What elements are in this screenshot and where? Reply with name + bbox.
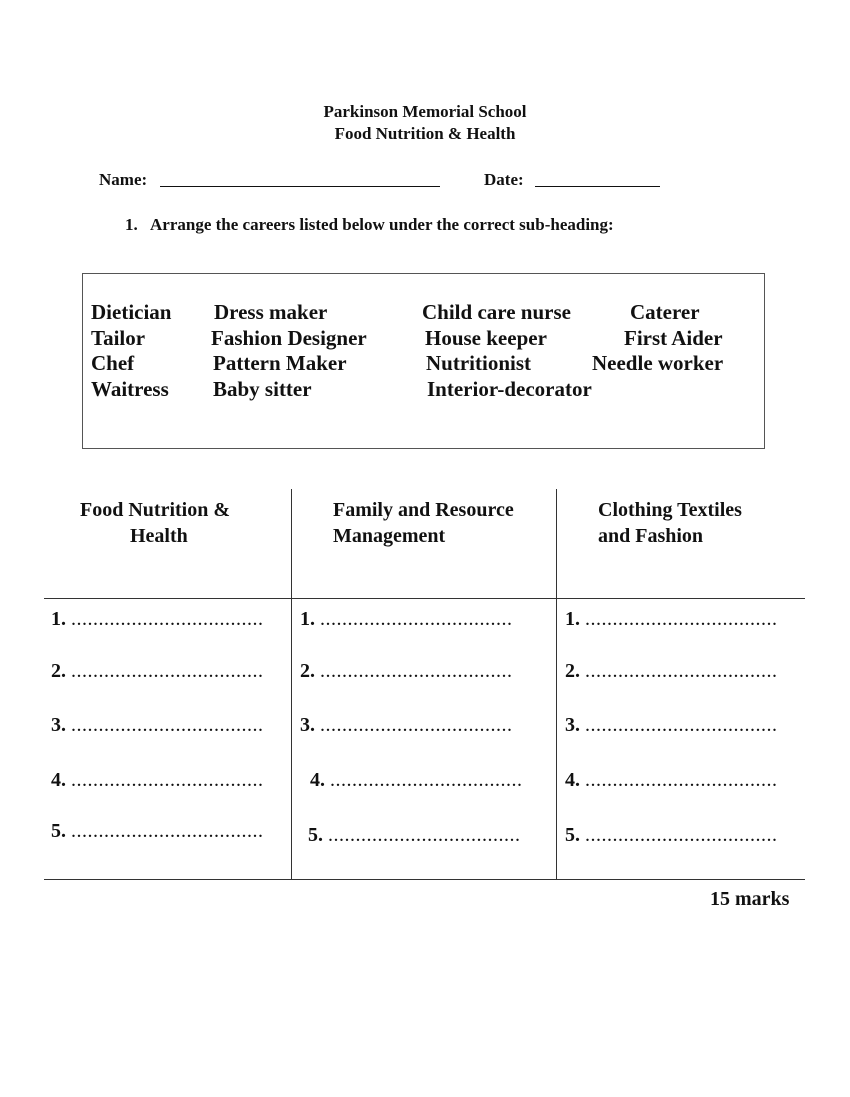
column-divider — [556, 489, 557, 879]
name-label: Name: — [99, 170, 148, 189]
column-heading-clothing: Clothing Textiles and Fashion — [598, 499, 742, 547]
answer-line[interactable]: 1. ................................... — [51, 608, 264, 630]
career-word: Dress maker — [214, 300, 328, 324]
answer-line[interactable]: 5. ................................... — [565, 824, 778, 846]
career-word: House keeper — [425, 326, 547, 350]
answer-line[interactable]: 4. ................................... — [565, 769, 778, 791]
answer-line[interactable]: 2. ................................... — [565, 660, 778, 682]
column-heading-family: Family and Resource Management — [333, 499, 514, 547]
career-word: Interior-decorator — [427, 377, 592, 401]
career-word: Waitress — [91, 377, 169, 401]
answer-line[interactable]: 2. ................................... — [51, 660, 264, 682]
career-word: Baby sitter — [213, 377, 312, 401]
question-number: 1. — [125, 215, 138, 234]
date-label: Date: — [484, 170, 524, 189]
career-word: Dietician — [91, 300, 172, 324]
answer-line[interactable]: 5. ................................... — [51, 820, 264, 842]
table-bottom-rule — [44, 879, 805, 880]
career-word: Pattern Maker — [213, 351, 347, 375]
answer-line[interactable]: 3. ................................... — [565, 714, 778, 736]
total-marks: 15 marks — [710, 888, 790, 910]
career-word: Chef — [91, 351, 135, 375]
column-divider — [291, 489, 292, 879]
career-word: Fashion Designer — [211, 326, 367, 350]
career-word: First Aider — [624, 326, 723, 350]
header-rule — [44, 598, 805, 599]
career-word: Needle worker — [592, 351, 724, 375]
date-field[interactable] — [535, 186, 660, 187]
answer-line[interactable]: 5. ................................... — [308, 824, 521, 846]
answer-line[interactable]: 4. ................................... — [51, 769, 264, 791]
answer-line[interactable]: 3. ................................... — [51, 714, 264, 736]
answer-line[interactable]: 1. ................................... — [300, 608, 513, 630]
name-field[interactable] — [160, 186, 440, 187]
answer-line[interactable]: 3. ................................... — [300, 714, 513, 736]
career-word: Child care nurse — [422, 300, 571, 324]
subject-title: Food Nutrition & Health — [334, 124, 516, 143]
school-name: Parkinson Memorial School — [323, 102, 527, 121]
answer-line[interactable]: 4. ................................... — [310, 769, 523, 791]
answer-line[interactable]: 2. ................................... — [300, 660, 513, 682]
question-text: Arrange the careers listed below under the correct sub-heading: — [150, 215, 614, 234]
column-heading-food: Food Nutrition & Health — [80, 499, 230, 547]
answer-line[interactable]: 1. ................................... — [565, 608, 778, 630]
career-word: Caterer — [630, 300, 700, 324]
career-word: Tailor — [91, 326, 146, 350]
career-word: Nutritionist — [426, 351, 531, 375]
